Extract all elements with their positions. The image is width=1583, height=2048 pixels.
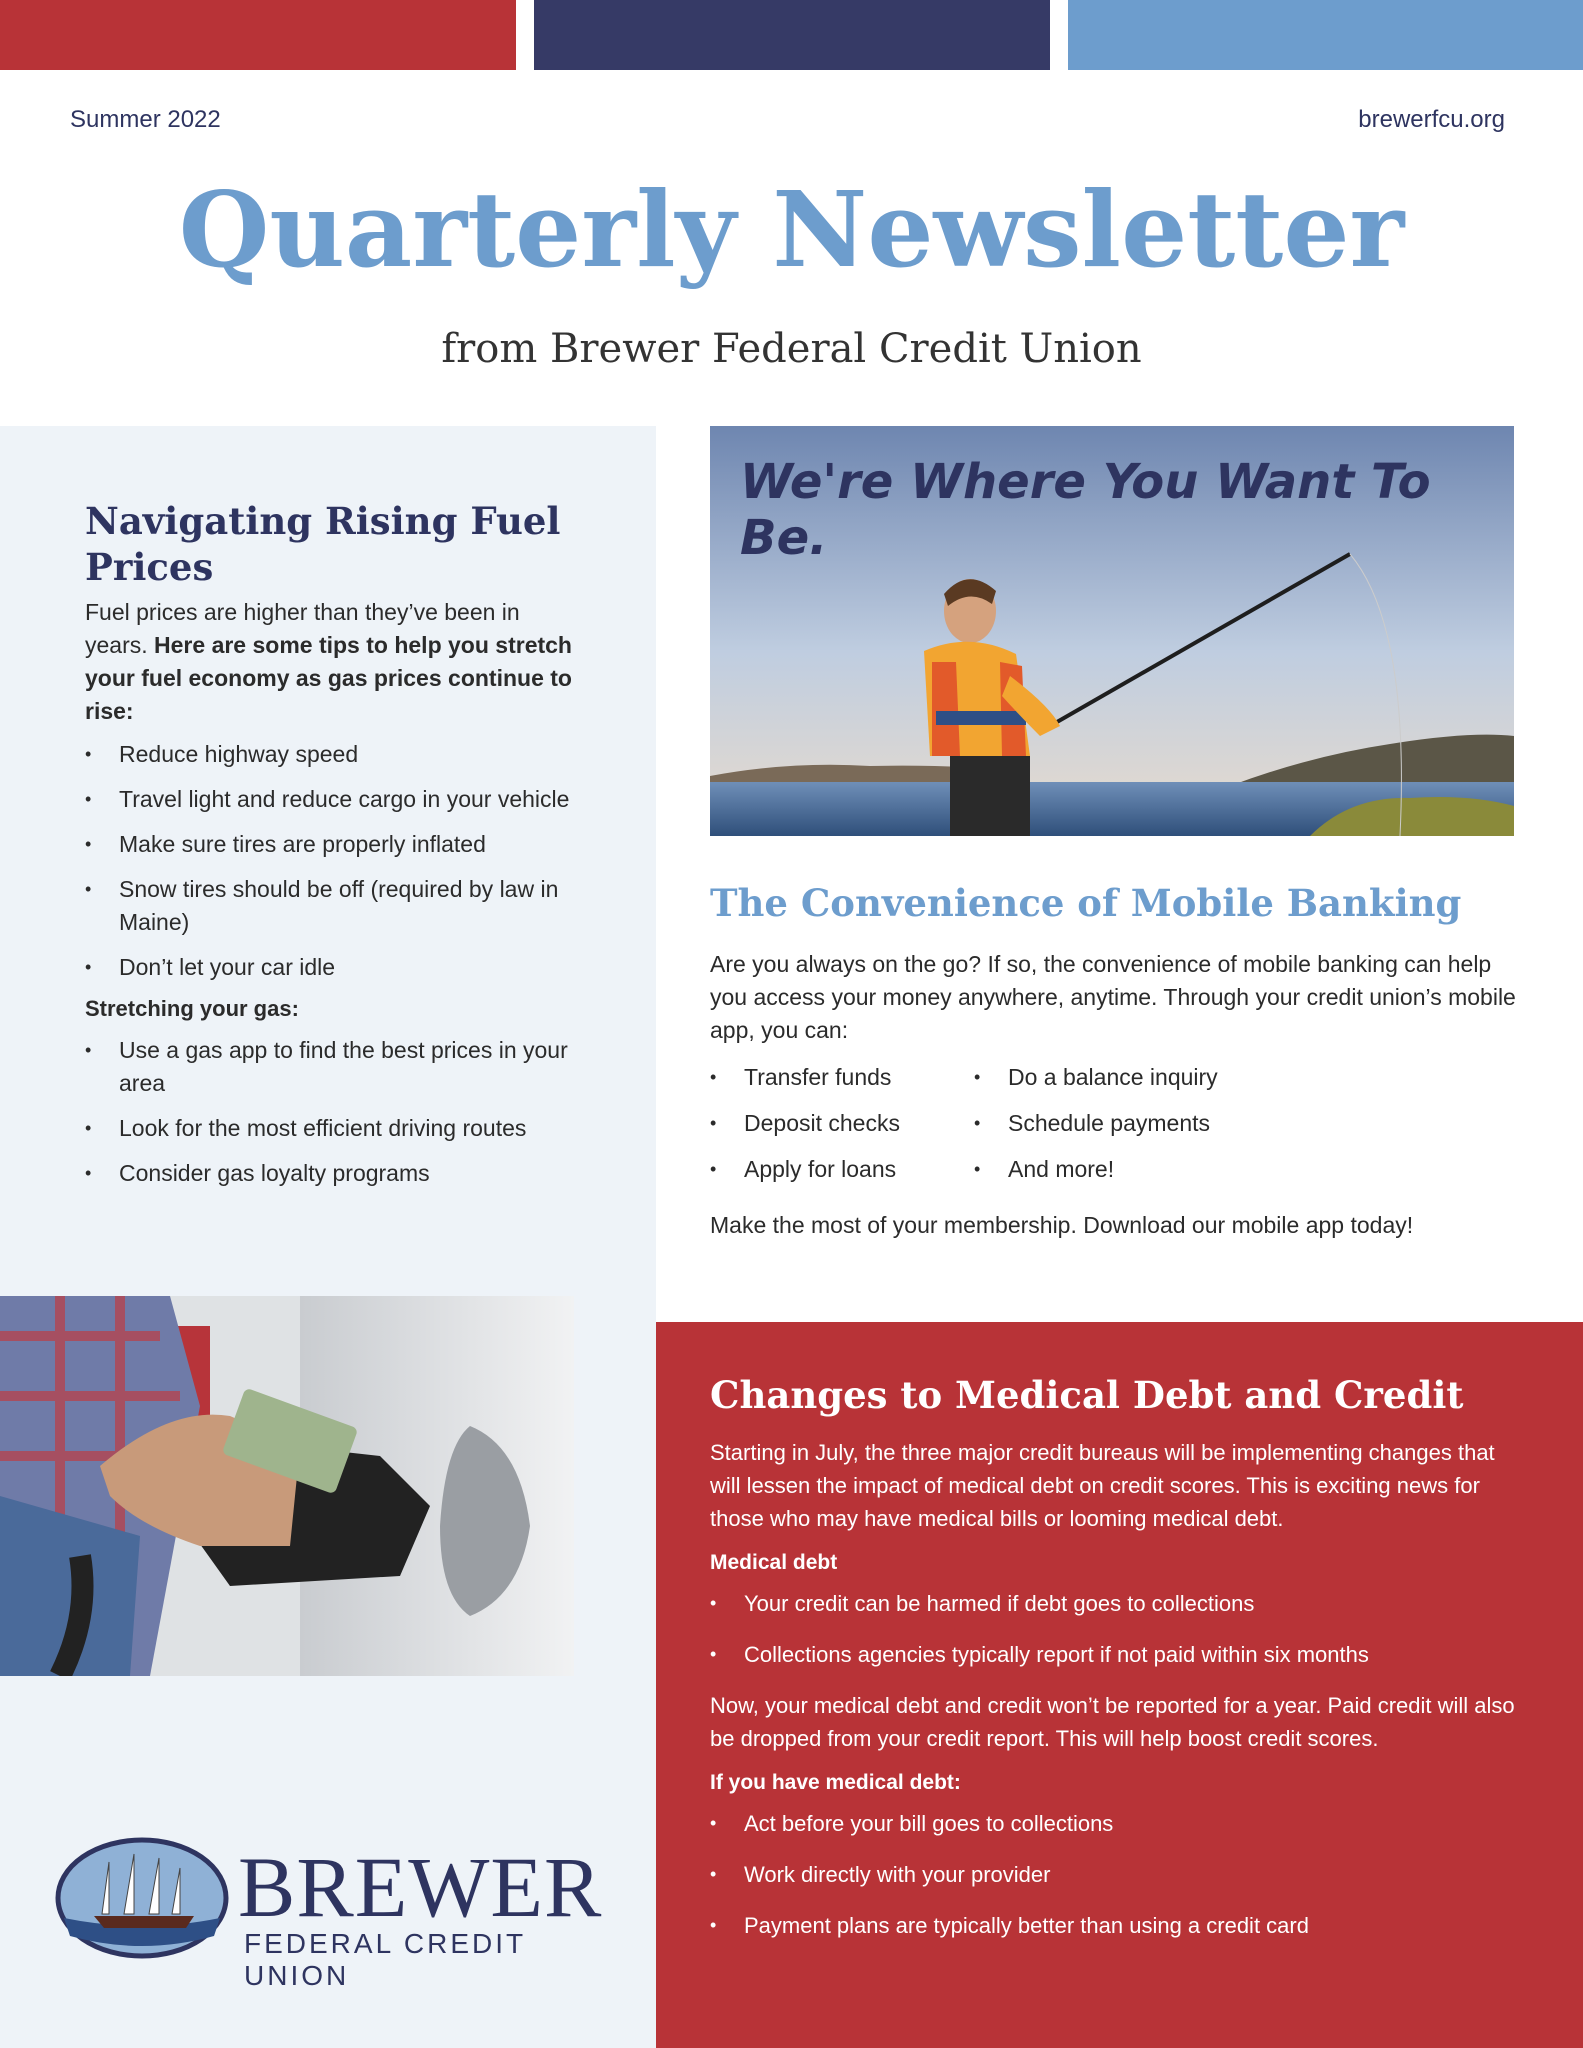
fuel-tips-list bbox=[85, 738, 585, 984]
list-item: • Payment plans are typically better than using a credit card bbox=[710, 1909, 1525, 1942]
list-item: • Snow tires should be off (required by law in Maine) bbox=[85, 873, 585, 939]
gas-pump-photo bbox=[0, 1296, 574, 1676]
medical-subhead-2: If you have medical debt: bbox=[710, 1771, 961, 1794]
logo-tagline: FEDERAL CREDIT UNION bbox=[244, 1928, 526, 1991]
medical-intro: Starting in July, the three major credit bureaus will be implementing changes that will lessen the impact of medical debt on credit scores. This is exciting news for those who may have medical bills or looming medical debt. bbox=[710, 1440, 1495, 1531]
list-item: • Travel light and reduce cargo in your vehicle bbox=[85, 783, 585, 816]
ship-emblem-icon bbox=[54, 1836, 234, 1966]
top-bar-blue bbox=[1068, 0, 1583, 70]
list-item: • Consider gas loyalty programs bbox=[85, 1157, 585, 1190]
page-subtitle: from Brewer Federal Credit Union bbox=[441, 326, 1142, 372]
mobile-features bbox=[710, 1061, 1520, 1205]
list-item: • Use a gas app to find the best prices in your area bbox=[85, 1034, 585, 1100]
fuel-intro-bold: Here are some tips to help you stretch your fuel economy as gas prices continue to rise: bbox=[85, 632, 572, 724]
top-bar-navy bbox=[534, 0, 1050, 70]
medical-heading: Changes to Medical Debt and Credit bbox=[710, 1373, 1464, 1417]
fuel-heading: Navigating Rising Fuel Prices bbox=[85, 499, 561, 589]
mobile-features-col2 bbox=[974, 1061, 1238, 1199]
medical-list-2 bbox=[710, 1807, 1525, 1942]
website-link[interactable]: brewerfcu.org bbox=[1358, 106, 1505, 133]
list-item: • Collections agencies typically report if not paid within six months bbox=[710, 1638, 1525, 1671]
list-item: • Don’t let your car idle bbox=[85, 951, 585, 984]
mobile-heading: The Convenience of Mobile Banking bbox=[710, 881, 1462, 925]
list-item: • Act before your bill goes to collections bbox=[710, 1807, 1525, 1840]
list-item: • Look for the most efficient driving routes bbox=[85, 1112, 585, 1145]
list-item: • Schedule payments bbox=[974, 1107, 1238, 1140]
hero-caption: We're Where You Want To Be. bbox=[740, 454, 1431, 566]
list-item: • And more! bbox=[974, 1153, 1238, 1186]
mobile-banking-article bbox=[710, 880, 1520, 1252]
medical-list-1 bbox=[710, 1587, 1525, 1671]
fuel-intro-plain: Fuel prices are higher than they’ve been in years. bbox=[85, 599, 520, 658]
brewer-logo bbox=[54, 1836, 614, 1991]
mobile-closing: Make the most of your membership. Download our mobile app today! bbox=[710, 1212, 1414, 1238]
list-item: • Apply for loans bbox=[710, 1153, 974, 1186]
top-bar-red bbox=[0, 0, 516, 70]
stretch-heading: Stretching your gas: bbox=[85, 996, 299, 1021]
list-item: • Your credit can be harmed if debt goes to collections bbox=[710, 1587, 1525, 1620]
page-title: Quarterly Newsletter bbox=[178, 168, 1405, 291]
gas-pump-illustration bbox=[0, 1296, 574, 1676]
list-item: • Deposit checks bbox=[710, 1107, 974, 1140]
list-item: • Work directly with your provider bbox=[710, 1858, 1525, 1891]
list-item: • Make sure tires are properly inflated bbox=[85, 828, 585, 861]
fuel-intro bbox=[85, 596, 585, 728]
fuel-article bbox=[85, 498, 585, 1202]
fishing-photo bbox=[710, 426, 1514, 836]
stretch-list bbox=[85, 1034, 585, 1190]
medical-mid: Now, your medical debt and credit won’t be reported for a year. Paid credit will also be dropped from your credit report. This will help boost credit scores. bbox=[710, 1693, 1515, 1751]
list-item: • Do a balance inquiry bbox=[974, 1061, 1238, 1094]
list-item: • Transfer funds bbox=[710, 1061, 974, 1094]
medical-subhead-1: Medical debt bbox=[710, 1551, 838, 1574]
mobile-features-col1 bbox=[710, 1061, 974, 1199]
mobile-intro: Are you always on the go? If so, the convenience of mobile banking can help you access your money anywhere, anytime. Through your credit union’s mobile app, you can: bbox=[710, 951, 1516, 1043]
medical-debt-article bbox=[710, 1372, 1525, 1960]
list-item: • Reduce highway speed bbox=[85, 738, 585, 771]
logo-wordmark: BREWER bbox=[238, 1839, 603, 1935]
issue-date: Summer 2022 bbox=[70, 106, 221, 133]
